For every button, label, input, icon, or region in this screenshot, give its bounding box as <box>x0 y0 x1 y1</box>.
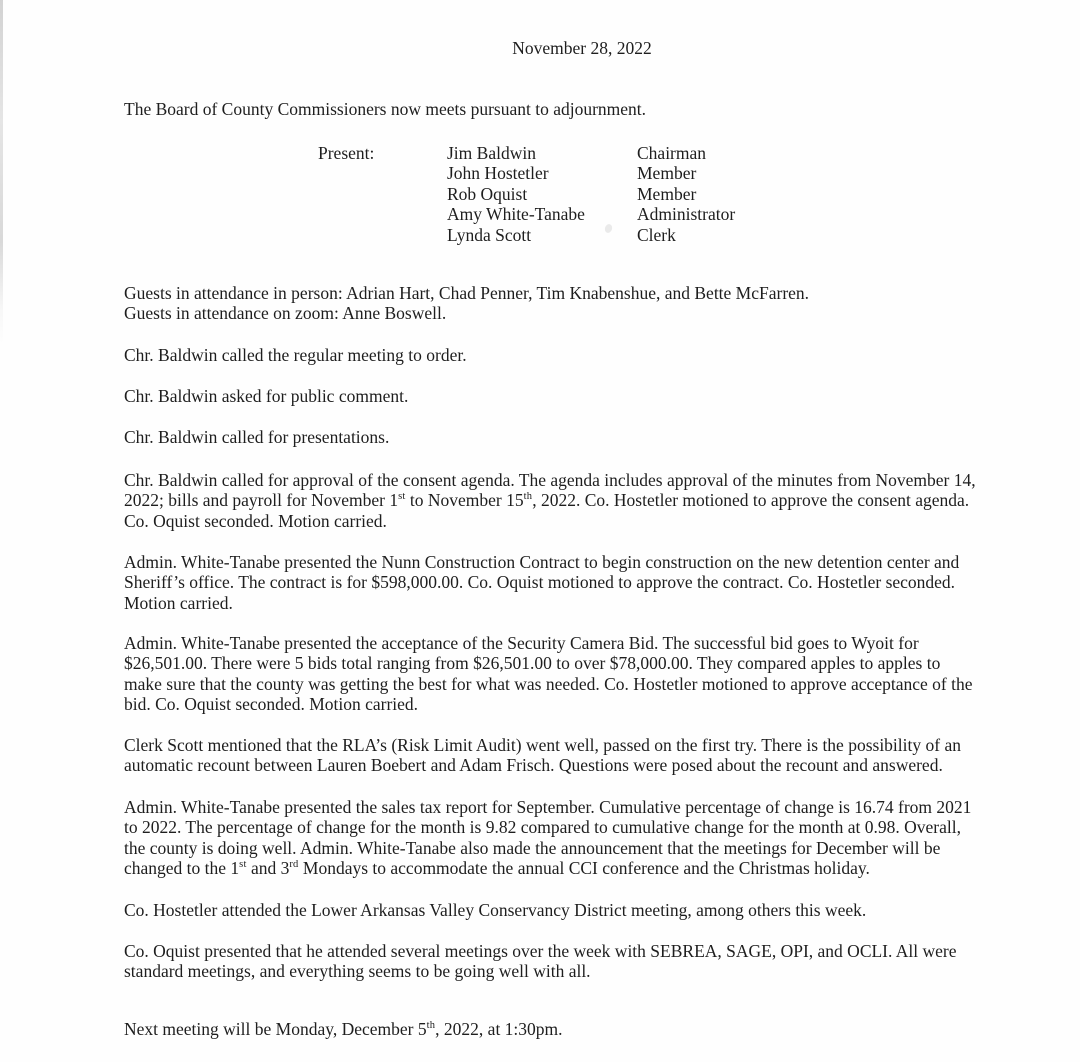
opening-statement: The Board of County Commissioners now meets pursuant to adjournment. <box>124 99 647 119</box>
text-run: , 2022. Co. Hostetler motioned to approve the consent agenda. Co. Oquist seconded. Motion carried. <box>124 490 970 531</box>
paragraph-oquist-meetings <box>124 941 980 982</box>
text-run: Chr. Baldwin called the regular meeting to order. <box>124 345 467 365</box>
paragraph-next-meeting <box>124 1019 980 1039</box>
text-run: Chr. Baldwin asked for public comment. <box>124 386 409 406</box>
superscript: th <box>426 1020 436 1032</box>
text-run: Co. Hostetler attended the Lower Arkansas Valley Conservancy District meeting, among others this week. <box>124 900 867 920</box>
attendee-row <box>447 225 735 245</box>
text-run: Admin. White-Tanabe presented the sales tax report for September. Cumulative percentage of change is 16.74 from 2021 to 2022. The percentage of change for the month is 9.82 compared to cumulative change for the month at 0.98. Overall, the county is doing well. Admin. White-Tanabe also made the announcement that the meetings for December will be changed to the 1 <box>124 797 972 879</box>
attendee-name: Amy White-Tanabe <box>447 204 585 225</box>
paragraph-hostetler-meetings <box>124 900 980 920</box>
attendee-role: Administrator <box>637 204 736 225</box>
attendee-row <box>447 184 735 204</box>
text-run: Next meeting will be Monday, December 5 <box>124 1019 427 1039</box>
attendee-role: Member <box>637 183 697 204</box>
text-run: Guests in attendance in person: Adrian Hart, Chad Penner, Tim Knabenshue, and Bette McFarren. <box>124 283 810 303</box>
text-run: , 2022, at 1:30pm. <box>435 1019 563 1039</box>
paragraph-public-comment <box>124 386 980 406</box>
text-run: Chr. Baldwin called for presentations. <box>124 427 390 447</box>
paragraph-risk-limit-audit <box>124 735 980 776</box>
paragraph-call-to-order <box>124 345 980 365</box>
paragraph-security-camera-bid <box>124 633 980 715</box>
attendee-name: John Hostetler <box>447 163 549 184</box>
paragraph-presentations <box>124 427 980 447</box>
attendee-row <box>447 204 735 224</box>
paragraph-guests <box>124 283 980 324</box>
attendee-role: Clerk <box>637 224 676 245</box>
present-table <box>447 143 735 245</box>
superscript: th <box>523 491 533 503</box>
attendee-name: Rob Oquist <box>447 183 528 204</box>
paragraph-consent-agenda <box>124 470 980 531</box>
attendee-role: Member <box>637 163 697 184</box>
superscript: st <box>398 491 406 503</box>
attendee-row <box>447 143 735 163</box>
text-run: Guests in attendance on zoom: Anne Boswell. <box>124 303 447 324</box>
superscript: st <box>239 859 247 871</box>
attendee-name: Lynda Scott <box>447 224 532 245</box>
text-run: Clerk Scott mentioned that the RLA’s (Risk Limit Audit) went well, passed on the first try. There is the possibility of an automatic recount between Lauren Boebert and Adam Frisch. Questions were posed about the recount and answered. <box>124 735 961 776</box>
superscript: rd <box>289 859 299 871</box>
paragraph-nunn-contract <box>124 552 980 613</box>
attendee-row <box>447 163 735 183</box>
text-run: and 3 <box>246 858 290 879</box>
text-run: Admin. White-Tanabe presented the Nunn Construction Contract to begin construction on the new detention center and Sheriff’s office. The contract is for $598,000.00. Co. Oquist motioned to approve the contract. Co. Hostetler seconded. Motion carried. <box>124 552 960 613</box>
present-label: Present: <box>318 143 375 163</box>
text-run: Chr. Baldwin called for approval of the consent agenda. The agenda includes approval of the minutes from November 14, 2022; bills and payroll for November 1 <box>124 470 976 511</box>
text-run: Co. Oquist presented that he attended several meetings over the week with SEBREA, SAGE, OPI, and OCLI. All were standard meetings, and everything seems to be going well with all. <box>124 941 957 982</box>
text-run: to November 15 <box>405 490 524 511</box>
text-run: Admin. White-Tanabe presented the acceptance of the Security Camera Bid. The successful bid goes to Wyoit for $26,501.00. There were 5 bids total ranging from $26,501.00 to over $78,000.00. They compared apples to apples to make sure that the county was getting the best for what was needed. Co. Hostetler motioned to approve acceptance of the bid. Co. Oquist seconded. Motion carried. <box>124 633 973 715</box>
paragraph-sales-tax <box>124 797 980 879</box>
text-run: Mondays to accommodate the annual CCI conference and the Christmas holiday. <box>298 858 870 879</box>
attendee-name: Jim Baldwin <box>447 143 536 163</box>
attendee-role: Chairman <box>637 143 707 163</box>
document-date: November 28, 2022 <box>512 38 652 58</box>
